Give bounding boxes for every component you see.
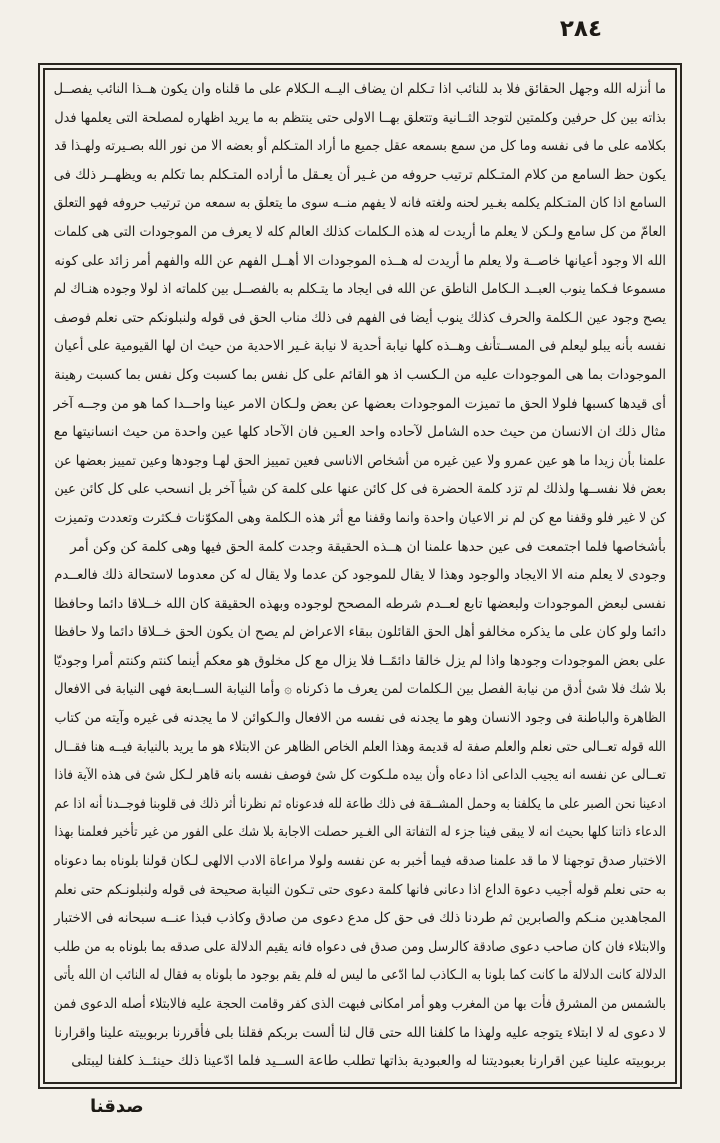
text-line: يصح وجود عين الـكلمة والحرف كذلك ينوب أيضا فى الفهم فى ذلك مناب الحق فى قوله ولنبلونكم حتى نعلم فوصف (53, 309, 666, 326)
text-line: مثال ذلك ان الانسان من حيث حده الشامل لآحاده واحد العـين فان الآحاد كلها عين واحدة من حيث انسانيتها مع (53, 424, 666, 441)
text-line: الدلالة كانت الدلالة ما كانت كما بلونا به الـكاذب لما ادّعى ما ليس له فلم يقم بوجود ما بلوناه به فقال له النائب ان الله يأتى (53, 967, 666, 984)
text-line: بأشخاصها فلما اجتمعت فى عين حدها علمنا ان هــذه الحقيقة وجدت كلمة الحق فيها وهى كلمة كن وكن أمر (70, 538, 666, 555)
text-line: وجودى لا يعلم منه الا الايجاد والوجود وهذا لا يقال للموجود كن عدما ولا يقال له كن معدوما لاستحالة ذلك فالعــدم (54, 567, 667, 584)
text-line: بربوبيته علينا عين اقرارنا بعبوديتنا له والعبودية بذاتها تطلب طاعة الســيد فلما ادّعينا ذلك حينئــذ كلفنا ليبتلى (71, 1053, 666, 1070)
text-line: ادعينا نحن الصبر على ما يكلفنا به وحمل المشــقة فى ذلك طاعة لله فدعوناه ثم نظرنا أثر ذلك فى قلوبنا فوجــدنا أنه اذا عم (54, 795, 667, 812)
text-line: أى قيدها كسبها فلولا الحق ما تميزت الموجودات بعضها عن بعض ولـكان الامر عينا واحــدا كما هو من وجــه آخر (53, 395, 666, 412)
text-line: نفسى لبعض الموجودات ولبعضها تابع لعــدم شرطه المصحح لوجوده وبهذه الحقيقة كان الله خــلاقا دائما وحافظا (53, 595, 666, 612)
text-line: الله الا وجود أعيانها خاصــة ولا يعلم ما أريدت له هــذه الموجودات الا أهــل الفهم عن الله والفهم أمر زائد على كونه (54, 252, 666, 269)
text-line: الدعاء ذاتنا كلها بحيث انه لا يبقى فينا جزء له التفاتة الى الغـير حصلت الاجابة بلا شك على الفور من غير تأخير فعلمنا بهذا (54, 824, 667, 841)
catchword: صدقنا (90, 1096, 144, 1117)
text-line: كن لا غير فلو وقفنا مع كن لم نر الاعيان واحدة وانما وقفنا مع أثر هذه الـكلمة وهى المكوّنات فـكثرت وتعددت وتميزت (54, 509, 667, 526)
text-line: دائما ولو كان على ما يذكره مخالفو أهل الحق القائلون ببقاء الاعراض لم يصح ان يكون الحق خــلاقا دائما ولا حافظا (54, 624, 667, 641)
text-line: به حتى نعلم قوله أجيب دعوة الداع اذا دعانى فانها كلمة دعوى حتى تـكون النيابة صحيحة فى قوله ولنبلونـكم حتى نعلم (54, 881, 667, 898)
text-line: الموجودات بما هى الموجودات عليه من الـكسب اذ هو القائم على كل نفس بما كسبت وكل نفس بما كسبت رهينة (54, 366, 667, 383)
page-number: ٢٨٤ (559, 16, 602, 42)
text-line: المجاهدين منـكم والصابرين ثم طردنا ذلك فى حق كل مدع دعوى من صادق وكاذب فبذا عنــه سبحانه فى الاختبار (54, 910, 666, 927)
text-line: الاختبار صدق توجهنا لا ما قد علمنا صدقه فيما أخبر به عن نفسه ولولا مراعاة الادب الالهى لـكان قولنا بلوناه بما دعوناه (53, 853, 667, 870)
text-line: العامّ من كل سامع ولـكن لا يعلم ما أريدت له هذه الـكلمات كذلك العالم كله لا يعرف من الموجودات التى هى كلمات (53, 223, 666, 240)
text-line: علمنا بأن زيدا ما هو عين عمرو ولا عين غيره من أشخاص الاناسى فعين تمييز الحق لهـا وجودها وعين تمييز بعضها عن (54, 452, 666, 469)
body-text (45, 70, 675, 1082)
text-line: بعض فلا نفســها ولذلك لم تزد كلمة الحضرة فى كل كائن عنها على كلمة كن شيأ آخر بل انسحب على كل كائن عين (54, 481, 666, 498)
text-frame (43, 68, 677, 1084)
text-line: لا دعوى له لا ابتلاء يتوجه عليه ولهذا ما كلفنا الله حتى قال لنا ألست بربكم فقلنا بلى فأقررنا بربوبيته علينا واقرارنا (54, 1024, 667, 1041)
text-line: والابتلاء فان كان صاحب دعوى صادقة كالرسل ومن صدق فى دعواه فانه يقيم الدلالة على صدقه بما بلوناه به من طلب (53, 938, 667, 955)
text-line: بلا شك فلا شئ أدق من نيابة الفصل بين الـكلمات لمن يعرف ما ذكرناه ۞ وأما النيابة الســابعة فهى النيابة فى الافعال (54, 681, 667, 698)
text-line: الظاهرة والباطنة فى وجود الانسان وهو ما يجدنه فى نفسه من الافعال والـكوائن لا ما يجدنه فى غيره وآيته من كتاب (54, 710, 667, 727)
text-line: تعــالى عن نفسه انه يجيب الداعى اذا دعاه وأن بيده ملـكوت كل شئ فوصف نفسه بانه قاهر لـكل شئ فى هذه الآية فاذا (54, 767, 666, 784)
text-line: بالشمس من المشرق فأت بها من المغرب وهو أمر امكانى فبهت الذى كفر وقامت الحجة عليه فالابتلاء أصله الدعوى فمن (53, 996, 666, 1012)
text-line: على بعض الموجودات وجودها واذا لم يزل خالقا دائمًــا فلا يزال مع كل مخلوق هو معكم أينما كنتم وكنتم أمرا وجوديّا (53, 652, 666, 669)
text-line: مسموعا فـكما ينوب العبــد الـكامل الناطق عن الله فى ايجاد ما يتـكلم به بالفصــل بين كلماته اذ لولا وجوده هنـاك لم (53, 281, 667, 298)
text-line: بذاته بين كل حرفين وكلمتين لتوجد الثــانية وتتعلق بهــا الاولى حتى ينتظم به ما يريد اظهاره لمصلحة التى يعلمها فدل (54, 109, 667, 126)
text-line: بكلامه على ما فى نفسه وما كل من سمع بسمعه عقل جميع ما أراد المتـكلم أو بعضه الا من نور الله بصـيرته ولهـذا قد (54, 138, 666, 155)
text-line: الله قوله تعــالى حتى نعلم والعلم صفة له قديمة وهذا العلم الخاص الظاهر عن الابتلاء هو ما يريد بالنيابة فيــه هنا فقــال (54, 738, 666, 755)
text-line: ما أنزله الله وجهل الحقائق فلا بد للنائب اذا تـكلم ان يضاف اليــه الـكلام على ما قلناه وان يكون هــذا النائب يفصــل (53, 81, 666, 97)
text-frame-border (38, 63, 682, 1089)
text-line: السامع اذا كان المتـكلم يكلمه بغـير لحنه ولغته فانه لا يفهم منــه سوى ما يتعلق به سمعه من ترتيب حروفه فهو التعلق (53, 195, 666, 212)
text-line: يكون حظ السامع من كلام المتـكلم ترتيب حروفه من غـير أن يعـقل ما أراده المتـكلم بما تكلم به ويظهــر ذلك فى (53, 166, 667, 183)
text-line: نفسه بأنه يبلو ليعلم فى المســتأنف وهــذه كلها نيابة أحدية لا نيابة غـير الاحدية من حيث ان لها القيومية على أعيان (54, 338, 667, 355)
